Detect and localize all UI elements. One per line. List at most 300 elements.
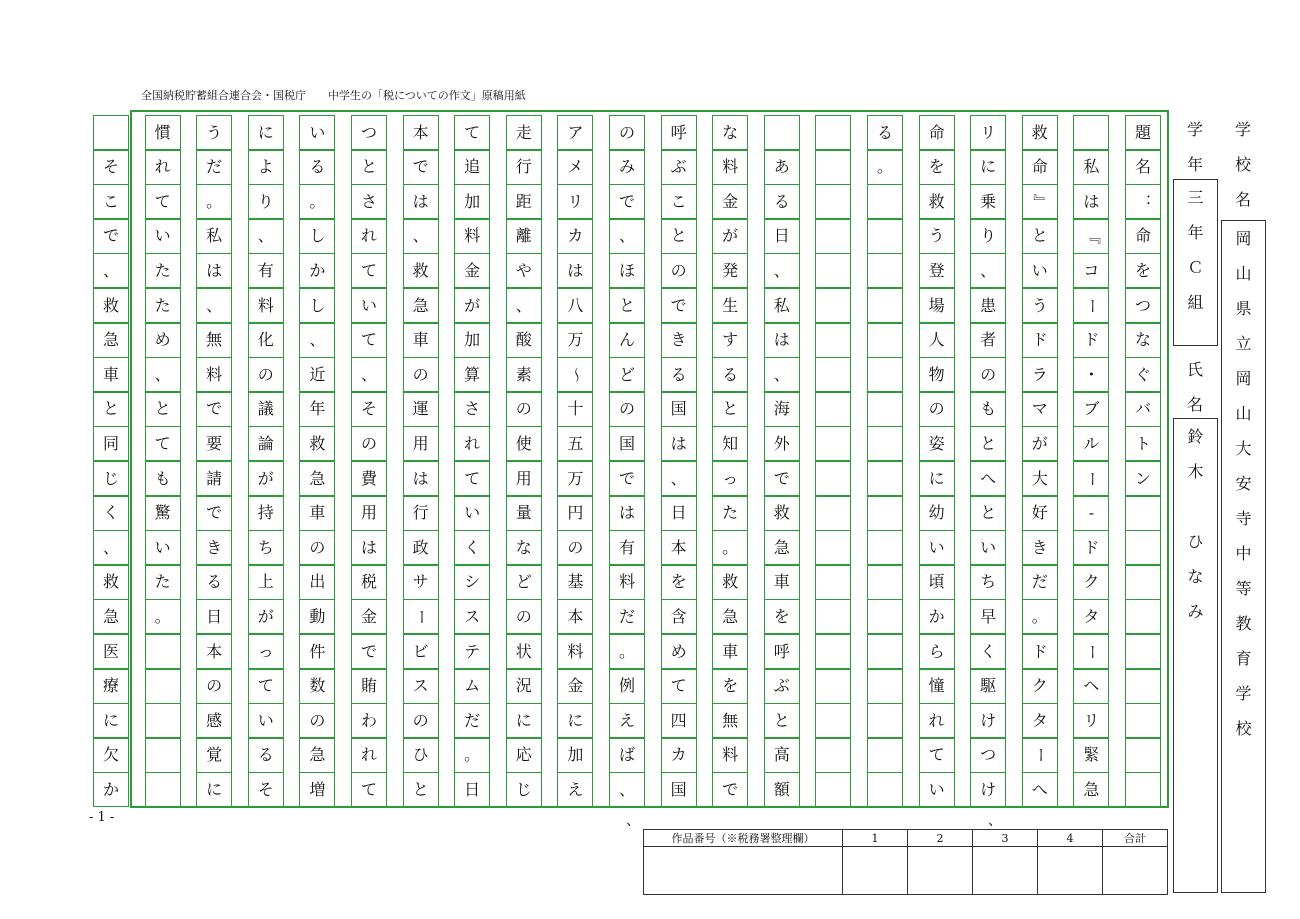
manuscript-column bbox=[403, 115, 439, 805]
manuscript-cell: れ bbox=[145, 150, 181, 185]
manuscript-cell: ち bbox=[970, 565, 1006, 600]
manuscript-cell: 、 bbox=[764, 253, 800, 288]
manuscript-cell: 』 bbox=[1022, 184, 1058, 219]
manuscript-cell: 療 bbox=[93, 669, 129, 704]
vertical-char: 鈴 bbox=[1187, 427, 1204, 446]
entry-number-header: 4 bbox=[1038, 830, 1103, 847]
manuscript-cell: 五 bbox=[557, 426, 593, 461]
manuscript-cell: リ bbox=[1073, 703, 1109, 738]
manuscript-cell: の bbox=[248, 357, 284, 392]
manuscript-cell: 急 bbox=[764, 530, 800, 565]
manuscript-cell: 乗 bbox=[970, 184, 1006, 219]
manuscript-cell: に bbox=[919, 461, 955, 496]
manuscript-cell: め bbox=[145, 323, 181, 358]
manuscript-cell: と bbox=[145, 392, 181, 427]
manuscript-cell: ク bbox=[1073, 565, 1109, 600]
manuscript-cell: と bbox=[609, 288, 645, 323]
manuscript-cell: と bbox=[764, 703, 800, 738]
manuscript-cell: い bbox=[351, 288, 387, 323]
manuscript-cell: ん bbox=[609, 323, 645, 358]
manuscript-cell bbox=[867, 634, 903, 669]
manuscript-cell: て bbox=[454, 115, 490, 150]
manuscript-cell: さ bbox=[454, 392, 490, 427]
manuscript-cell: は bbox=[403, 184, 439, 219]
manuscript-cell: 知 bbox=[712, 426, 748, 461]
manuscript-cell: 外 bbox=[764, 426, 800, 461]
manuscript-cell: じ bbox=[93, 461, 129, 496]
manuscript-cell: 呼 bbox=[661, 115, 697, 150]
manuscript-cell: ド bbox=[1022, 634, 1058, 669]
manuscript-cell: タ bbox=[1073, 599, 1109, 634]
manuscript-cell: 本 bbox=[196, 634, 232, 669]
manuscript-column bbox=[506, 115, 542, 805]
manuscript-cell: 。 bbox=[1022, 599, 1058, 634]
manuscript-cell: 命 bbox=[919, 115, 955, 150]
manuscript-cell: 車 bbox=[764, 565, 800, 600]
manuscript-cell: 急 bbox=[403, 288, 439, 323]
manuscript-cell bbox=[815, 634, 851, 669]
manuscript-cell: 上 bbox=[248, 565, 284, 600]
manuscript-cell: の bbox=[403, 703, 439, 738]
vertical-char: 校 bbox=[1235, 719, 1252, 738]
manuscript-cell: か bbox=[299, 253, 335, 288]
manuscript-grid bbox=[102, 110, 1169, 808]
manuscript-cell: り bbox=[248, 184, 284, 219]
manuscript-cell bbox=[815, 599, 851, 634]
manuscript-cell: が bbox=[248, 461, 284, 496]
manuscript-cell: が bbox=[712, 219, 748, 254]
vertical-char: 育 bbox=[1235, 649, 1252, 668]
vertical-char: 三 bbox=[1187, 188, 1204, 207]
manuscript-cell: 用 bbox=[403, 426, 439, 461]
manuscript-cell: し bbox=[299, 219, 335, 254]
manuscript-cell bbox=[815, 253, 851, 288]
manuscript-cell: 者 bbox=[970, 323, 1006, 358]
form-header: 全国納税貯蓄組合連合会・国税庁 中学生の「税についての作文」原稿用紙 bbox=[141, 89, 526, 102]
manuscript-cell: て bbox=[351, 772, 387, 807]
manuscript-cell: 有 bbox=[248, 253, 284, 288]
manuscript-cell: ル bbox=[1073, 426, 1109, 461]
manuscript-cell: 用 bbox=[351, 496, 387, 531]
manuscript-cell: は bbox=[557, 253, 593, 288]
manuscript-cell: 費 bbox=[351, 461, 387, 496]
manuscript-cell: 金 bbox=[454, 253, 490, 288]
manuscript-cell: た bbox=[145, 565, 181, 600]
manuscript-cell: 私 bbox=[196, 219, 232, 254]
manuscript-cell: が bbox=[1022, 426, 1058, 461]
manuscript-cell: で bbox=[196, 392, 232, 427]
entry-number-header: 3 bbox=[973, 830, 1038, 847]
manuscript-cell: 要 bbox=[196, 426, 232, 461]
manuscript-cell: 救 bbox=[919, 184, 955, 219]
manuscript-cell: 使 bbox=[506, 426, 542, 461]
manuscript-cell: 慣 bbox=[145, 115, 181, 150]
manuscript-cell: 。 bbox=[299, 184, 335, 219]
manuscript-cell: 金 bbox=[557, 669, 593, 704]
manuscript-cell: ど bbox=[609, 357, 645, 392]
manuscript-cell: つ bbox=[1125, 288, 1161, 323]
manuscript-cell: 救 bbox=[93, 288, 129, 323]
manuscript-cell: い bbox=[970, 530, 1006, 565]
manuscript-cell bbox=[867, 426, 903, 461]
manuscript-cell bbox=[815, 461, 851, 496]
manuscript-cell: ド bbox=[1073, 530, 1109, 565]
manuscript-cell: 、 bbox=[506, 288, 542, 323]
manuscript-cell: ド bbox=[1073, 323, 1109, 358]
manuscript-cell: 日 bbox=[454, 772, 490, 807]
manuscript-cell: い bbox=[1022, 253, 1058, 288]
manuscript-cell: の bbox=[506, 392, 542, 427]
manuscript-cell: は bbox=[661, 426, 697, 461]
manuscript-cell: ト bbox=[1125, 426, 1161, 461]
manuscript-cell: く bbox=[454, 530, 490, 565]
manuscript-cell: 基 bbox=[557, 565, 593, 600]
manuscript-cell: だ bbox=[609, 599, 645, 634]
manuscript-cell: 同 bbox=[93, 426, 129, 461]
manuscript-cell: い bbox=[454, 496, 490, 531]
manuscript-cell: 料 bbox=[609, 565, 645, 600]
manuscript-cell: 人 bbox=[919, 323, 955, 358]
grade-label bbox=[1174, 112, 1216, 182]
manuscript-cell: 動 bbox=[299, 599, 335, 634]
manuscript-cell: 急 bbox=[1073, 772, 1109, 807]
manuscript-cell: た bbox=[145, 288, 181, 323]
vertical-char: 岡 bbox=[1235, 369, 1252, 388]
manuscript-cell: を bbox=[712, 669, 748, 704]
manuscript-cell: ン bbox=[1125, 461, 1161, 496]
manuscript-cell: 、 bbox=[351, 357, 387, 392]
manuscript-cell: 。 bbox=[145, 599, 181, 634]
manuscript-cell: そ bbox=[351, 392, 387, 427]
manuscript-cell bbox=[815, 565, 851, 600]
manuscript-cell: に bbox=[93, 703, 129, 738]
manuscript-cell: な bbox=[712, 115, 748, 150]
manuscript-cell: か bbox=[919, 599, 955, 634]
manuscript-cell: で bbox=[196, 496, 232, 531]
manuscript-cell: よ bbox=[248, 150, 284, 185]
manuscript-cell: 議 bbox=[248, 392, 284, 427]
manuscript-cell: 命 bbox=[1125, 219, 1161, 254]
manuscript-cell: 例 bbox=[609, 669, 645, 704]
manuscript-cell: 。 bbox=[712, 530, 748, 565]
manuscript-cell: さ bbox=[351, 184, 387, 219]
manuscript-cell bbox=[145, 634, 181, 669]
name-value bbox=[1174, 419, 1217, 629]
manuscript-cell: の bbox=[351, 426, 387, 461]
manuscript-cell: 用 bbox=[506, 461, 542, 496]
manuscript-cell bbox=[1125, 738, 1161, 773]
entry-number-cell bbox=[1103, 847, 1168, 895]
manuscript-cell bbox=[1125, 703, 1161, 738]
manuscript-column bbox=[299, 115, 335, 805]
grade-box bbox=[1173, 179, 1218, 346]
manuscript-cell: あ bbox=[764, 150, 800, 185]
manuscript-cell: り bbox=[970, 219, 1006, 254]
manuscript-cell: て bbox=[919, 738, 955, 773]
manuscript-cell: テ bbox=[454, 634, 490, 669]
manuscript-cell: と bbox=[712, 392, 748, 427]
manuscript-cell: だ bbox=[1022, 565, 1058, 600]
manuscript-cell: 、 bbox=[403, 219, 439, 254]
entry-number-table bbox=[643, 829, 1168, 895]
manuscript-cell: い bbox=[919, 772, 955, 807]
manuscript-column bbox=[867, 115, 903, 805]
vertical-char: Ｃ bbox=[1187, 258, 1204, 277]
vertical-char: な bbox=[1187, 567, 1204, 586]
vertical-char: ひ bbox=[1187, 532, 1204, 551]
manuscript-cell: 救 bbox=[1022, 115, 1058, 150]
manuscript-cell: で bbox=[609, 184, 645, 219]
manuscript-cell: で bbox=[764, 461, 800, 496]
manuscript-cell: き bbox=[661, 323, 697, 358]
manuscript-cell: の bbox=[970, 357, 1006, 392]
entry-number-cell bbox=[1038, 847, 1103, 895]
manuscript-cell: ば bbox=[609, 738, 645, 773]
manuscript-cell bbox=[145, 738, 181, 773]
manuscript-cell: 素 bbox=[506, 357, 542, 392]
vertical-char: 学 bbox=[1186, 120, 1203, 139]
manuscript-cell: 驚 bbox=[145, 496, 181, 531]
manuscript-cell: 海 bbox=[764, 392, 800, 427]
manuscript-cell: 私 bbox=[1073, 150, 1109, 185]
manuscript-cell bbox=[815, 772, 851, 807]
manuscript-cell: く bbox=[970, 634, 1006, 669]
vertical-char: 年 bbox=[1187, 223, 1204, 242]
manuscript-cell: ： bbox=[1125, 184, 1161, 219]
manuscript-column bbox=[815, 115, 851, 805]
manuscript-cell: 請 bbox=[196, 461, 232, 496]
manuscript-cell: 行 bbox=[403, 496, 439, 531]
manuscript-cell: 運 bbox=[403, 392, 439, 427]
manuscript-cell: 賄 bbox=[351, 669, 387, 704]
manuscript-cell: 税 bbox=[351, 565, 387, 600]
manuscript-cell: 万 bbox=[557, 461, 593, 496]
manuscript-column bbox=[712, 115, 748, 805]
manuscript-cell bbox=[815, 219, 851, 254]
manuscript-cell: て bbox=[351, 323, 387, 358]
vertical-char: 学 bbox=[1235, 684, 1252, 703]
manuscript-cell: う bbox=[1022, 288, 1058, 323]
grade-value bbox=[1174, 180, 1217, 320]
manuscript-cell: ど bbox=[506, 565, 542, 600]
manuscript-cell: い bbox=[919, 530, 955, 565]
manuscript-cell: た bbox=[145, 253, 181, 288]
manuscript-cell: 命 bbox=[1022, 150, 1058, 185]
manuscript-cell: ー bbox=[1073, 288, 1109, 323]
vertical-char: 立 bbox=[1235, 334, 1252, 353]
manuscript-cell bbox=[815, 738, 851, 773]
manuscript-cell bbox=[145, 703, 181, 738]
manuscript-cell: ス bbox=[403, 669, 439, 704]
manuscript-cell: 金 bbox=[712, 184, 748, 219]
manuscript-cell: る bbox=[299, 150, 335, 185]
manuscript-column bbox=[145, 115, 181, 805]
manuscript-cell: 。 bbox=[609, 634, 645, 669]
entry-number-cell bbox=[908, 847, 973, 895]
manuscript-cell: ー bbox=[1073, 461, 1109, 496]
manuscript-cell: 救 bbox=[93, 565, 129, 600]
manuscript-cell: 近 bbox=[299, 357, 335, 392]
manuscript-cell: 、 bbox=[93, 530, 129, 565]
manuscript-cell: の bbox=[661, 253, 697, 288]
manuscript-cell: 車 bbox=[712, 634, 748, 669]
manuscript-cell: う bbox=[919, 219, 955, 254]
manuscript-column bbox=[919, 115, 955, 805]
manuscript-cell: れ bbox=[454, 426, 490, 461]
manuscript-cell: ー bbox=[403, 599, 439, 634]
manuscript-cell: は bbox=[764, 323, 800, 358]
manuscript-column bbox=[970, 115, 1006, 805]
manuscript-cell bbox=[867, 288, 903, 323]
manuscript-cell: る bbox=[196, 565, 232, 600]
manuscript-cell: て bbox=[248, 669, 284, 704]
manuscript-cell: に bbox=[557, 703, 593, 738]
manuscript-cell: 料 bbox=[248, 288, 284, 323]
manuscript-cell: え bbox=[609, 703, 645, 738]
manuscript-cell: 数 bbox=[299, 669, 335, 704]
overflow-mark: 、 bbox=[626, 813, 640, 829]
manuscript-cell: れ bbox=[919, 703, 955, 738]
vertical-char: 年 bbox=[1186, 155, 1203, 174]
manuscript-cell: 欠 bbox=[93, 738, 129, 773]
manuscript-cell: 円 bbox=[557, 496, 593, 531]
manuscript-cell: 化 bbox=[248, 323, 284, 358]
manuscript-cell: ～ bbox=[557, 357, 593, 392]
manuscript-cell: え bbox=[557, 772, 593, 807]
manuscript-cell: 『 bbox=[1073, 219, 1109, 254]
entry-number-cell bbox=[843, 847, 908, 895]
manuscript-cell: ほ bbox=[609, 253, 645, 288]
manuscript-cell: ク bbox=[1022, 669, 1058, 704]
vertical-char: 中 bbox=[1235, 544, 1252, 563]
manuscript-cell: じ bbox=[506, 772, 542, 807]
manuscript-cell: 算 bbox=[454, 357, 490, 392]
manuscript-cell bbox=[867, 772, 903, 807]
manuscript-cell: ラ bbox=[1022, 357, 1058, 392]
manuscript-cell: 急 bbox=[299, 461, 335, 496]
manuscript-cell bbox=[815, 530, 851, 565]
manuscript-cell: 登 bbox=[919, 253, 955, 288]
manuscript-cell: す bbox=[712, 323, 748, 358]
manuscript-cell: 八 bbox=[557, 288, 593, 323]
manuscript-cell: 救 bbox=[403, 253, 439, 288]
manuscript-cell: こ bbox=[661, 184, 697, 219]
vertical-char: 寺 bbox=[1235, 509, 1252, 528]
manuscript-cell: ス bbox=[454, 599, 490, 634]
manuscript-column bbox=[764, 115, 800, 805]
manuscript-cell: 有 bbox=[609, 530, 645, 565]
manuscript-cell: 患 bbox=[970, 288, 1006, 323]
manuscript-cell: 大 bbox=[1022, 461, 1058, 496]
manuscript-cell: な bbox=[1125, 323, 1161, 358]
manuscript-cell: 呼 bbox=[764, 634, 800, 669]
vertical-char: 大 bbox=[1235, 439, 1252, 458]
manuscript-cell: 急 bbox=[93, 323, 129, 358]
manuscript-cell bbox=[815, 150, 851, 185]
manuscript-cell: 年 bbox=[299, 392, 335, 427]
manuscript-cell: 生 bbox=[712, 288, 748, 323]
manuscript-cell: 急 bbox=[93, 599, 129, 634]
manuscript-cell bbox=[867, 738, 903, 773]
manuscript-cell: 本 bbox=[403, 115, 439, 150]
manuscript-cell: の bbox=[609, 392, 645, 427]
manuscript-cell bbox=[867, 530, 903, 565]
manuscript-cell: ー bbox=[1022, 738, 1058, 773]
manuscript-cell: 日 bbox=[196, 599, 232, 634]
manuscript-cell: つ bbox=[970, 738, 1006, 773]
manuscript-cell: 、 bbox=[609, 772, 645, 807]
manuscript-cell: ら bbox=[919, 634, 955, 669]
manuscript-cell: 加 bbox=[454, 184, 490, 219]
manuscript-cell: 幼 bbox=[919, 496, 955, 531]
manuscript-cell: な bbox=[506, 530, 542, 565]
entry-number-cell bbox=[644, 847, 843, 895]
manuscript-cell: み bbox=[609, 150, 645, 185]
manuscript-cell bbox=[815, 496, 851, 531]
manuscript-cell: ち bbox=[248, 530, 284, 565]
manuscript-cell: - bbox=[1073, 496, 1109, 531]
manuscript-cell: は bbox=[196, 253, 232, 288]
vertical-char: 安 bbox=[1235, 474, 1252, 493]
manuscript-cell: メ bbox=[557, 150, 593, 185]
manuscript-cell: 四 bbox=[661, 703, 697, 738]
manuscript-cell: の bbox=[506, 599, 542, 634]
manuscript-cell: ぐ bbox=[1125, 357, 1161, 392]
manuscript-cell bbox=[815, 392, 851, 427]
manuscript-cell: 場 bbox=[919, 288, 955, 323]
manuscript-cell: 額 bbox=[764, 772, 800, 807]
manuscript-cell: ぶ bbox=[764, 669, 800, 704]
entry-number-header: 2 bbox=[908, 830, 973, 847]
manuscript-cell: 金 bbox=[351, 599, 387, 634]
manuscript-column bbox=[1022, 115, 1058, 805]
manuscript-cell bbox=[815, 323, 851, 358]
manuscript-cell bbox=[764, 115, 800, 150]
entry-number-cell bbox=[973, 847, 1038, 895]
manuscript-column bbox=[661, 115, 697, 805]
manuscript-cell: 料 bbox=[557, 634, 593, 669]
manuscript-cell: が bbox=[454, 288, 490, 323]
manuscript-cell bbox=[815, 703, 851, 738]
manuscript-cell: 行 bbox=[506, 150, 542, 185]
manuscript-cell: だ bbox=[454, 703, 490, 738]
manuscript-cell: 無 bbox=[712, 703, 748, 738]
manuscript-cell: 政 bbox=[403, 530, 439, 565]
manuscript-cell: 車 bbox=[403, 323, 439, 358]
manuscript-cell: 医 bbox=[93, 634, 129, 669]
manuscript-cell bbox=[1125, 565, 1161, 600]
manuscript-cell: い bbox=[145, 530, 181, 565]
manuscript-cell: れ bbox=[351, 738, 387, 773]
manuscript-cell: 車 bbox=[93, 357, 129, 392]
manuscript-cell: 、 bbox=[764, 357, 800, 392]
manuscript-cell: タ bbox=[1022, 703, 1058, 738]
manuscript-cell: 含 bbox=[661, 599, 697, 634]
manuscript-cell: の bbox=[299, 530, 335, 565]
vertical-char bbox=[1193, 489, 1198, 524]
manuscript-column bbox=[351, 115, 387, 805]
manuscript-cell bbox=[867, 219, 903, 254]
manuscript-cell: 加 bbox=[454, 323, 490, 358]
manuscript-cell: 急 bbox=[299, 738, 335, 773]
manuscript-cell: 件 bbox=[299, 634, 335, 669]
manuscript-cell: と bbox=[970, 496, 1006, 531]
manuscript-cell: 、 bbox=[196, 288, 232, 323]
school-label bbox=[1221, 112, 1265, 217]
manuscript-cell: 早 bbox=[970, 599, 1006, 634]
manuscript-cell bbox=[815, 357, 851, 392]
manuscript-cell bbox=[867, 392, 903, 427]
